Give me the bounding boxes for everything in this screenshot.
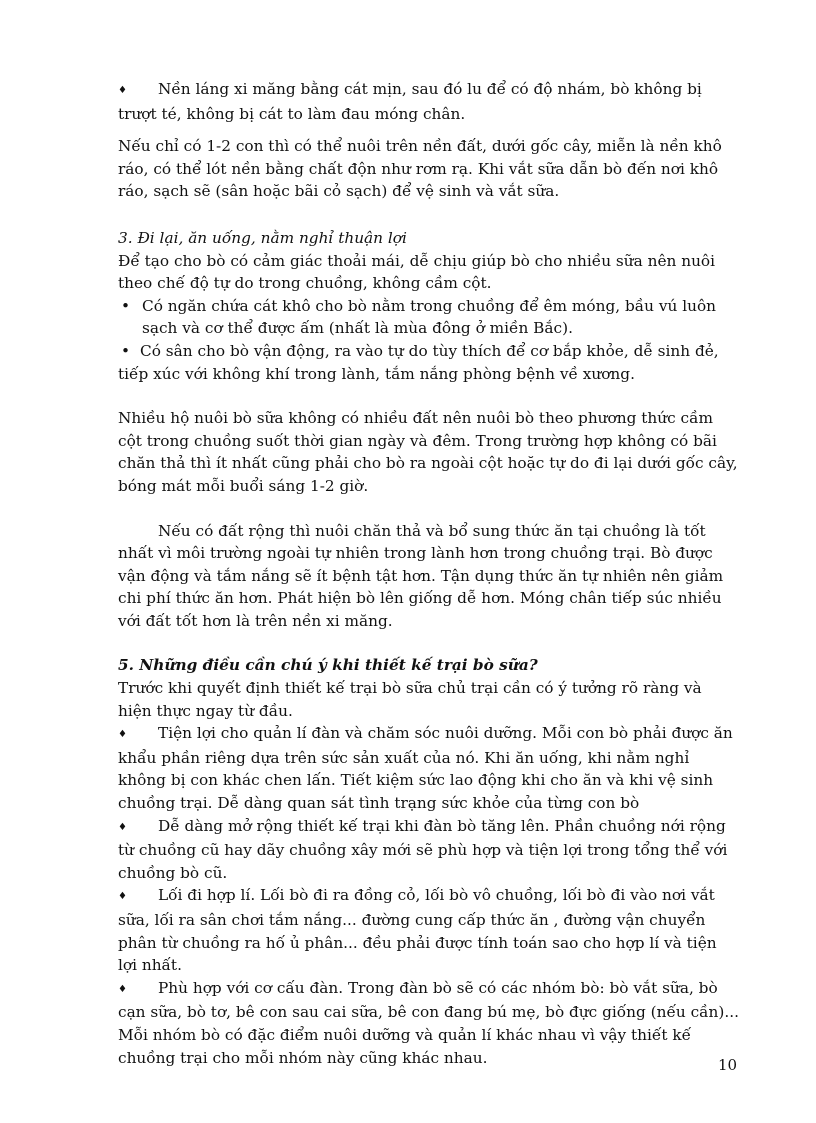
bullet-paragraph: ♦ Tiện lợi cho quản lí đàn và chăm sóc nuôi dưỡng. Mỗi con bò phải được ăn khẩu phần riêng dựa trên sức sản xuất của nó. Khi ăn uống, khi nằm nghỉ không bị con khác chen lấn. Tiết kiệm sức lao động khi cho ăn và khi vệ sinh chuồng trại. Dễ dàng quan sát tình trạng sức khỏe của từng con bò xyxy=(118,724,733,813)
paragraph: Nếu có đất rộng thì nuôi chăn thả và bổ sung thức ăn tại chuồng là tốt nhất vì môi trường ngoài tự nhiên trong lành hơn trong chuồng trại. Bò được vận động và tắm nắng sẽ ít bệnh tật hơn. Tận dụng thức ăn tự nhiên nên giảm chi phí thức ăn hơn. Phát hiện bò lên giống dễ hơn. Móng chân tiếp súc nhiều với đất tốt hơn là trên nền xi măng. xyxy=(118,521,724,630)
diamond-bullet-icon: ♦ xyxy=(118,85,127,96)
page-body xyxy=(118,78,740,1069)
diamond-bullet-icon: ♦ xyxy=(118,891,127,903)
diamond-bullet-icon: ♦ xyxy=(118,983,127,995)
paragraph: Trước khi quyết định thiết kế trại bò sữa chủ trại cần có ý tưởng rõ ràng và hiện thực ngay từ đầu. xyxy=(118,679,702,720)
diamond-bullet-icon: ♦ xyxy=(118,729,127,741)
paragraph: Để tạo cho bò có cảm giác thoải mái, dễ chịu giúp bò cho nhiều sữa nên nuôi theo chế độ tự do trong chuồng, không cầm cột. xyxy=(118,251,716,293)
dot-list-item: • Có sân cho bò vận động, ra vào tự do tùy thích để cơ bắp khỏe, dễ sinh đẻ, tiếp xúc với không khí trong lành, tắm nắng phòng bệnh về xương. xyxy=(118,341,719,383)
page-number: 10 xyxy=(718,1056,738,1074)
bullet-paragraph: ♦ Phù hợp với cơ cấu đàn. Trong đàn bò sẽ có các nhóm bò: bò vắt sữa, bò cạn sữa, bò tơ, bê con sau cai sữa, bê con đang bú mẹ, bò đực giống (nếu cần)... Mỗi nhóm bò có đặc điểm nuôi dưỡng và quản lí khác nhau vì vậy thiết kế chuồng trại cho mỗi nhóm này cũng khác nhau. xyxy=(118,978,739,1067)
dot-bullet-icon: • xyxy=(121,296,131,315)
bullet-paragraph: ♦ Nền láng xi măng bằng cát mịn, sau đó lu để có độ nhám, bò không bị trượt té, không bị cát to làm đau móng chân. xyxy=(118,80,702,123)
diamond-bullet-icon: ♦ xyxy=(118,821,127,833)
section-heading: 5. Những điều cần chú ý khi thiết kế trại bò sữa? xyxy=(118,656,538,675)
paragraph: Nếu chỉ có 1-2 con thì có thể nuôi trên nền đất, dưới gốc cây, miễn là nền khô ráo, có thể lót nền bằng chất độn như rơm rạ. Khi vắt sữa dẫn bò đến nơi khô ráo, sạch sẽ (sân hoặc bãi cỏ sạch) để vệ sinh và vắt sữa. xyxy=(118,137,722,201)
dot-list-item: • Có ngăn chứa cát khô cho bò nằm trong chuồng để êm móng, bầu vú luôn sạch và cơ thể được ấm (nhất là mùa đông ở miền Bắc). xyxy=(121,296,717,338)
dot-bullet-icon: • xyxy=(121,341,131,360)
subsection-heading: 3. Đi lại, ăn uống, nằm nghỉ thuận lợi xyxy=(118,228,407,247)
bullet-paragraph: ♦ Dễ dàng mở rộng thiết kế trại khi đàn bò tăng lên. Phần chuồng nới rộng từ chuồng cũ hay dãy chuồng xây mới sẽ phù hợp và tiện lợi trong tổng thể với chuồng bò cũ. xyxy=(118,816,728,882)
paragraph: Nhiều hộ nuôi bò sữa không có nhiều đất nên nuôi bò theo phương thức cầm cột trong chuồng suốt thời gian ngày và đêm. Trong trường hợp không có bãi chăn thả thì ít nhất cũng phải cho bò ra ngoài cột hoặc tự do đi lại dưới gốc cây, bóng mát mỗi buổi sáng 1-2 giờ. xyxy=(118,409,738,495)
bullet-paragraph: ♦ Lối đi hợp lí. Lối bò đi ra đồng cỏ, lối bò vô chuồng, lối bò đi vào nơi vắt sữa, lối ra sân chơi tắm nắng... đường cung cấp thức ăn , đường vận chuyển phân từ chuồng ra hố ủ phân... đều phải được tính toán sao cho hợp lí và tiện lợi nhất. xyxy=(118,886,717,975)
